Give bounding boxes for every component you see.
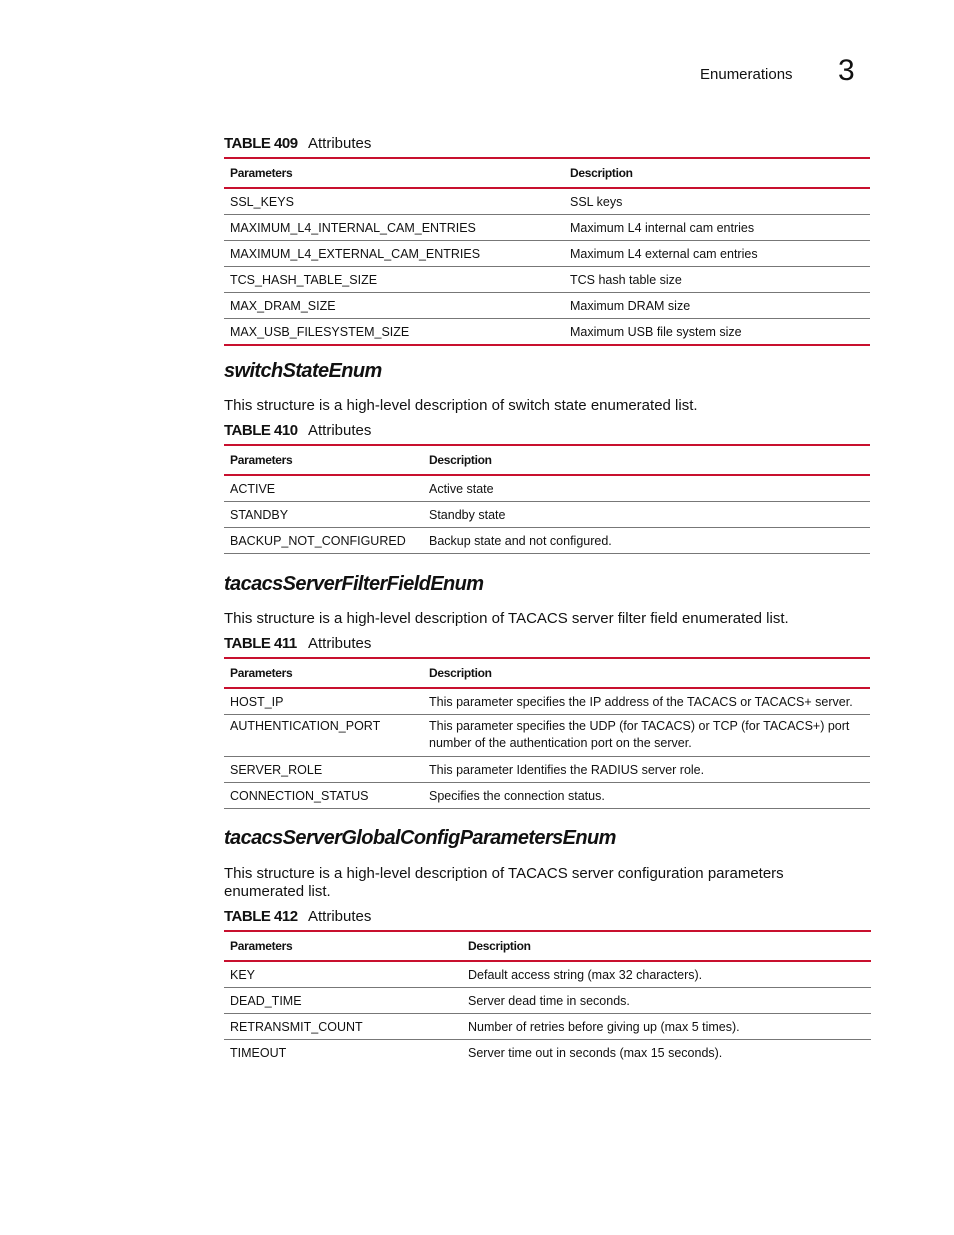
cell-description: This parameter specifies the UDP (for TACACS) or TCP (for TACACS+) port number of the authentication port on the server. [423, 715, 870, 757]
table-row [224, 783, 870, 809]
table-header-row [224, 445, 870, 475]
cell-description: Server time out in seconds (max 15 seconds). [468, 1045, 723, 1060]
table-header-row [224, 931, 871, 961]
table-title: Attributes [308, 135, 372, 152]
cell-parameter: SERVER_ROLE [224, 757, 423, 783]
section-heading: tacacsServerGlobalConfigParametersEnum [224, 827, 616, 849]
table-row [224, 1014, 871, 1040]
column-header-parameters: Parameters [224, 658, 423, 688]
cell-parameter: SSL_KEYS [224, 188, 564, 215]
cell-description: This parameter specifies the IP address of the TACACS or TACACS+ server. [423, 688, 870, 715]
table-row [224, 715, 870, 757]
cell-description: Server dead time in seconds. [462, 988, 871, 1014]
cell-parameter: TIMEOUT [230, 1045, 287, 1060]
table-title: Attributes [308, 908, 372, 925]
table-label: TABLE 412 [224, 908, 298, 925]
cell-parameter: BACKUP_NOT_CONFIGURED [224, 528, 423, 554]
cell-parameter: TCS_HASH_TABLE_SIZE [224, 267, 564, 293]
table-row [224, 241, 870, 267]
column-header-description: Description [564, 158, 870, 188]
table-label: TABLE 410 [224, 422, 298, 439]
cell-description: Maximum USB file system size [564, 319, 870, 346]
table-411-caption [224, 635, 371, 652]
table-row [224, 528, 870, 554]
table-header-row [224, 158, 870, 188]
table-row [224, 188, 870, 215]
table-title: Attributes [308, 635, 372, 652]
table-410-caption [224, 422, 371, 439]
section-intro: This structure is a high-level description of TACACS server filter field enumerated list. [224, 610, 789, 627]
section-heading: tacacsServerFilterFieldEnum [224, 573, 484, 595]
cell-parameter: MAXIMUM_L4_EXTERNAL_CAM_ENTRIES [224, 241, 564, 267]
table-row [224, 988, 871, 1014]
column-header-parameters: Parameters [224, 445, 423, 475]
table-411 [224, 657, 870, 809]
cell-parameter: DEAD_TIME [224, 988, 462, 1014]
cell-description: Backup state and not configured. [423, 528, 870, 554]
table-title: Attributes [308, 422, 372, 439]
table-header-row [224, 658, 870, 688]
cell-parameter: MAXIMUM_L4_INTERNAL_CAM_ENTRIES [224, 215, 564, 241]
cell-description: Default access string (max 32 characters). [462, 961, 871, 988]
table-row [224, 319, 870, 346]
cell-parameter: HOST_IP [224, 688, 423, 715]
table-row [224, 1040, 871, 1066]
cell-description: TCS hash table size [564, 267, 870, 293]
table-row [224, 961, 871, 988]
table-row [224, 502, 870, 528]
cell-description: Standby state [423, 502, 870, 528]
cell-parameter: RETRANSMIT_COUNT [224, 1014, 462, 1040]
section-intro: This structure is a high-level description of TACACS server configuration parameters enumerated list. [224, 865, 784, 900]
cell-description: Specifies the connection status. [423, 783, 870, 809]
table-row [224, 293, 870, 319]
cell-parameter: MAX_USB_FILESYSTEM_SIZE [224, 319, 564, 346]
table-409-caption [224, 135, 371, 152]
cell-parameter: CONNECTION_STATUS [224, 783, 423, 809]
cell-parameter: AUTHENTICATION_PORT [224, 715, 423, 757]
table-412 [224, 930, 871, 1065]
table-409 [224, 157, 870, 346]
table-row [224, 757, 870, 783]
cell-description: Active state [423, 475, 870, 502]
cell-description: SSL keys [564, 188, 870, 215]
table-row [224, 215, 870, 241]
column-header-description: Description [462, 931, 871, 961]
chapter-title: Enumerations [700, 66, 793, 83]
column-header-parameters: Parameters [224, 931, 462, 961]
section-intro: This structure is a high-level description of switch state enumerated list. [224, 397, 698, 414]
cell-description: This parameter Identifies the RADIUS server role. [423, 757, 870, 783]
cell-description: Number of retries before giving up (max 5 times). [462, 1014, 871, 1040]
table-label: TABLE 411 [224, 635, 297, 652]
table-412-caption [224, 908, 371, 925]
table-410 [224, 444, 870, 554]
cell-parameter: STANDBY [224, 502, 423, 528]
table-row [224, 688, 870, 715]
chapter-number: 3 [838, 54, 855, 87]
cell-description: Maximum L4 external cam entries [564, 241, 870, 267]
cell-description: Maximum L4 internal cam entries [564, 215, 870, 241]
table-row [224, 267, 870, 293]
section-heading: switchStateEnum [224, 360, 382, 382]
cell-parameter: MAX_DRAM_SIZE [224, 293, 564, 319]
table-row [224, 475, 870, 502]
cell-description: Maximum DRAM size [564, 293, 870, 319]
cell-parameter: KEY [224, 961, 462, 988]
column-header-description: Description [423, 445, 870, 475]
column-header-parameters: Parameters [224, 158, 564, 188]
column-header-description: Description [423, 658, 870, 688]
cell-parameter: ACTIVE [224, 475, 423, 502]
table-label: TABLE 409 [224, 135, 298, 152]
